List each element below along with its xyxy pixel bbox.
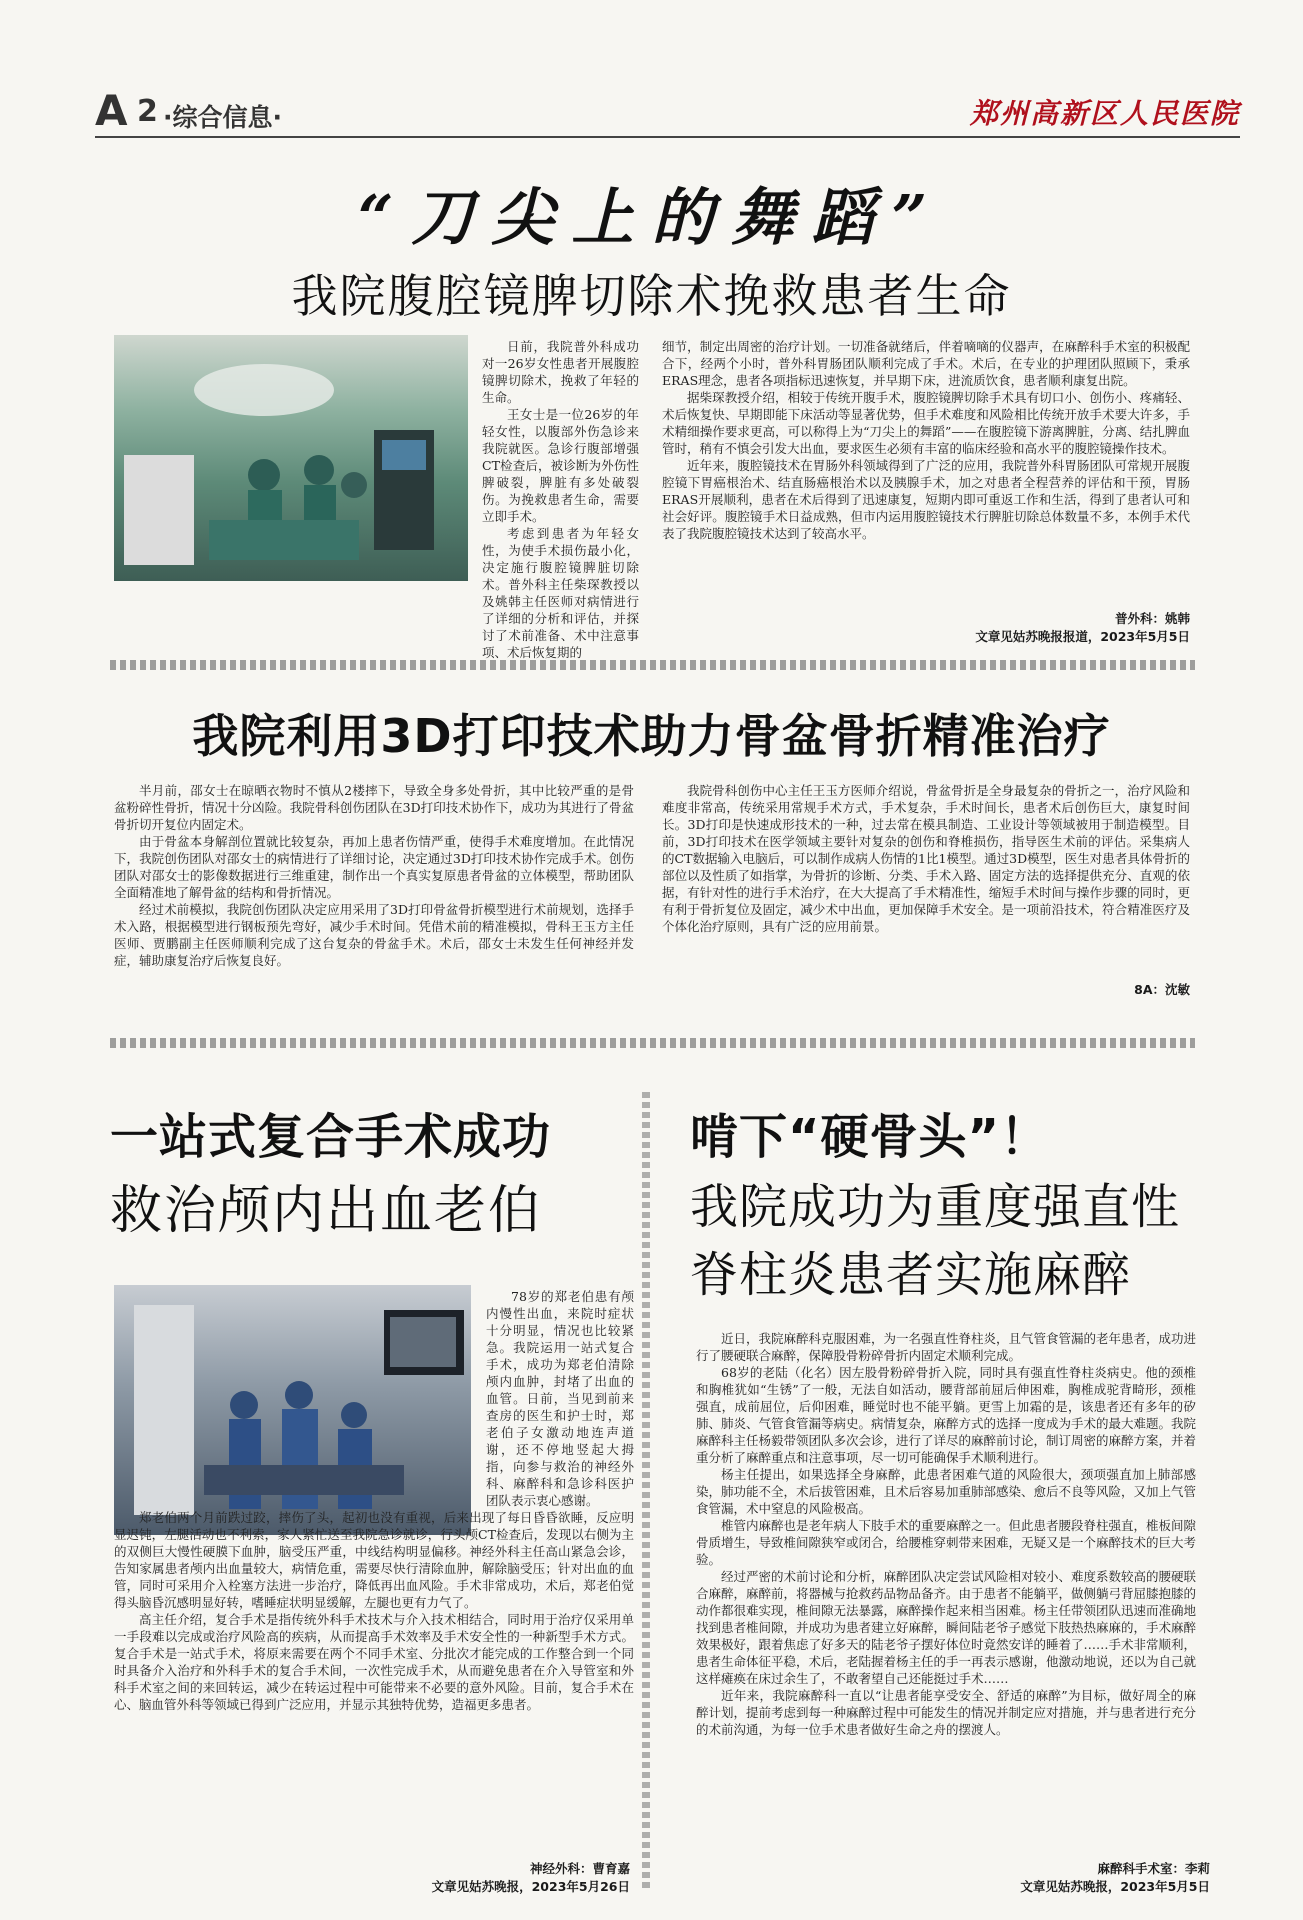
article1-para3-text: 考虑到患者为年轻女性，为使手术损伤最小化，决定施行腹腔镜脾脏切除术。普外科主任柴琛教授以及姚韩主任医师对病情进行了详细的分析和评估，并探讨了术前准备、术中注意事项、术后恢复期的: [482, 526, 639, 660]
article3-byline: [330, 1860, 630, 1896]
article4-para1: 近日，我院麻醉科克服困难，为一名强直性脊柱炎，且气管食管漏的老年患者，成功进行了腰硬联合麻醉，保障股骨粉碎骨折内固定术顺利完成。: [696, 1331, 1197, 1363]
article3-headline1: 一站式复合手术成功: [110, 1109, 552, 1165]
article1-para4: 细节，制定出周密的治疗计划。一切准备就绪后，伴着嘀嘀的仪器声，在麻醉科手术室的积极配合下，经两个小时，普外科胃肠团队顺利完成了手术。术后，在专业的护理团队照顾下，秉承ERAS理念，患者各项指标迅速恢复，并早期下床，进流质饮食，患者顺利康复出院。: [662, 339, 1190, 388]
article1-para1: 日前，我院普外科成功对一26岁女性患者开展腹腔镜脾切除术，挽救了年轻的生命。: [482, 339, 639, 405]
article4-para6: 近年来，我院麻醉科一直以“让患者能享受安全、舒适的麻醉”为目标，做好周全的麻醉计划，提前考虑到每一种麻醉过程中可能发生的情况并制定应对措施，并与患者进行充分的术前沟通，为每一位手术患者做好生命之舟的摆渡人。: [696, 1688, 1197, 1737]
article1-kicker: “刀尖上的舞蹈”: [357, 181, 946, 254]
article1-col1: [114, 338, 639, 661]
article3-para2: 郑老伯两个月前跌过跤，摔伤了头，起初也没有重视，后来出现了每日昏昏欲睡，反应明显迟钝，左腿活动也不利索，家人紧忙送至我院急诊就诊，行头颅CT检查后，发现以右侧为主的双侧巨大慢性硬膜下血肿，脑受压严重，中线结构明显偏移。神经外科主任高山紧急会诊，告知家属患者颅内出血量较大，病情危重，需要尽快行清除血肿，解除脑受压；针对出血的血管，同时可采用介入栓塞方法进一步治疗，降低再出血风险。手术非常成功，术后，郑老伯觉得头脑昏沉感明显好转，嗜睡症状明显缓解，左腿也更有力气了。: [114, 1510, 634, 1610]
article2-para4: 我院骨科创伤中心主任王玉方医师介绍说，骨盆骨折是全身最复杂的骨折之一，治疗风险和难度非常高，传统采用常规手术方式，手术复杂，手术时间长，患者术后创伤巨大，康复时间长。3D打印是快速成形技术的一种，过去常在模具制造、工业设计等领域被用于制造模型。目前，3D打印技术在医学领域主要针对复杂的创伤和脊椎损伤，指导医生术前的评估。采集病人的CT数据输入电脑后，可以制作成病人伤情的1比1模型。通过3D模型，医生对患者具体骨折的部位以及性质了如指掌，为骨折的诊断、分类、手术入路、固定方法的选择提供充分、直观的依据，有针对性的进行手术治疗，在大大提高了手术精准性，缩短手术时间与操作步骤的同时，更有利于骨折复位及固定，减少术中出血，更加保障手术安全。是一项前沿技术，符合精准医疗及个体化治疗原则，具有广泛的应用前景。: [662, 783, 1190, 934]
article3-author: 神经外科：曹育嘉: [529, 1861, 630, 1876]
article2-byline: 8A：沈敏: [1134, 982, 1190, 997]
article4-body: [696, 1330, 1196, 1738]
article4-para3: 杨主任提出，如果选择全身麻醉，此患者困难气道的风险很大，颈项强直加上肺部感染，肺功能不全，术后拔管困难，且术后容易加重肺部感染、愈后不良等风险，又加上气管食管漏，术中窒息的风险极高。: [696, 1467, 1197, 1516]
article4-headline1: 啃下“硬骨头”！: [690, 1109, 1050, 1165]
article1-para3: [114, 525, 639, 661]
section-name: ·综合信息·: [163, 103, 282, 132]
article4-headline3: 脊柱炎患者实施麻醉: [690, 1247, 1132, 1303]
article2-col1: [114, 782, 634, 969]
page-header: [95, 86, 1240, 136]
article2-para1: 半月前，邵女士在晾晒衣物时不慎从2楼摔下，导致全身多处骨折，其中比较严重的是骨盆粉碎性骨折，情况十分凶险。我院骨科创伤团队在3D打印技术协作下，成功为其进行了骨盆骨折切开复位内固定术。: [114, 783, 634, 832]
article4-author: 麻醉科手术室：李莉: [1097, 1861, 1210, 1876]
article2-headline: 我院利用3D打印技术助力骨盆骨折精准治疗: [192, 709, 1111, 763]
column-divider: [642, 1092, 650, 1892]
article3-para1: [114, 1288, 634, 1509]
article1-para5: 据柴琛教授介绍，相较于传统开腹手术，腹腔镜脾切除手术具有切口小、创伤小、疼痛轻、术后恢复快、早期即能下床活动等显著优势，但手术难度和风险相比传统开放手术要大许多，手术精细操作要求更高，可以称得上为“刀尖上的舞蹈”——在腹腔镜下游离脾脏，分离、结扎脾血管时，稍有不慎会引发大出血，要求医生必须有丰富的临床经验和高水平的腹腔镜操作技术。: [662, 390, 1190, 456]
article1-para6: 近年来，腹腔镜技术在胃肠外科领域得到了广泛的应用，我院普外科胃肠团队可常规开展腹腔镜下胃癌根治术、结直肠癌根治术以及胰腺手术，加之对患者全程营养的评估和干预，胃肠ERAS开展顺利，患者在术后得到了迅速康复，短期内即可重返工作和生活，得到了患者认可和社会好评。腹腔镜手术日益成熟，但市内运用腹腔镜技术行脾脏切除总体数量不多，本例手术代表了我院腹腔镜技术达到了较高水平。: [662, 458, 1190, 541]
page-number: 2: [137, 94, 158, 129]
page-letter: A: [95, 86, 128, 135]
article2-col2: [662, 782, 1190, 935]
article4-para5: 经过严密的术前讨论和分析，麻醉团队决定尝试风险相对较小、难度系数较高的腰硬联合麻醉，麻醉前，将器械与抢救药品物品备齐。由于患者不能躺平，做侧躺弓背屈膝抱膝的动作都很难实现，椎间隙无法暴露，麻醉操作起来相当困难。杨主任带领团队迅速而准确地找到患者椎间隙，并成功为患者建立好麻醉，瞬间陆老爷子感觉下肢热热麻麻的，手术麻醉效果极好，跟着焦虑了好多天的陆老爷子摆好体位时竟然安详的睡着了……手术非常顺利，患者生命体征平稳，术后，老陆握着杨主任的手一再表示感谢，他激动地说，还以为自己就这样瘫痪在床过余生了，不敢奢望自己还能挺过手术……: [696, 1569, 1197, 1686]
article2-para2: 由于骨盆本身解剖位置就比较复杂，再加上患者伤情严重，使得手术难度增加。在此情况下，我院创伤团队对邵女士的病情进行了详细讨论，决定通过3D打印技术协作完成手术。创伤团队对邵女士的影像数据进行三维重建，制作出一个真实复原患者骨盆的立体模型，帮助团队全面精准地了解骨盆的结构和骨折情况。: [114, 834, 634, 900]
article3-para3: 高主任介绍，复合手术是指传统外科手术技术与介入技术相结合，同时用于治疗仅采用单一手段难以完成或治疗风险高的疾病，从而提高手术效率及手术安全性的一种新型手术方式。复合手术是一站式手术，将原来需要在两个不同手术室、分批次才能完成的工作整合到一个同时具备介入治疗和外科手术的复合手术间，一次性完成手术，从而避免患者在介入导管室和外科手术室之间的来回转运，减少在转运过程中可能带来不必要的意外风险。目前，复合手术在心、脑血管外科等领域已得到广泛应用，并显示其独特优势，造福更多患者。: [114, 1612, 634, 1712]
article1-author: 普外科：姚韩: [1114, 611, 1190, 626]
hospital-name: 郑州高新区人民医院: [969, 97, 1240, 130]
header-rule: [95, 136, 1240, 138]
article4-headline2: 我院成功为重度强直性: [690, 1179, 1181, 1235]
article4-para4: 椎管内麻醉也是老年病人下肢手术的重要麻醉之一。但此患者腰段脊柱强直，椎板间隙骨质增生，导致椎间隙狭窄或闭合，给腰椎穿刺带来困难，无疑又是一个麻醉技术的巨大考验。: [696, 1518, 1197, 1567]
article2-para3: 经过术前模拟，我院创伤团队决定应用采用了3D打印骨盆骨折模型进行术前规划，选择手术入路，根据模型进行钢板预先弯好，减少手术时间。凭借术前的精准模拟，骨科王玉方主任医师、贾鹏副主任医师顺利完成了这台复杂的骨盆手术。术后，邵女士未发生任何神经并发症，辅助康复治疗后恢复良好。: [114, 902, 634, 968]
article1-headline: 我院腹腔镜脾切除术挽救患者生命: [291, 269, 1012, 323]
article4-source: 文章见姑苏晚报，2023年5月5日: [1020, 1879, 1210, 1894]
article4-byline: [920, 1860, 1210, 1896]
article3-body: [114, 1288, 634, 1713]
section-divider-2: [110, 1038, 1195, 1048]
article1-byline: [900, 610, 1190, 646]
article4-para2: 68岁的老陆（化名）因左股骨粉碎骨折入院，同时具有强直性脊柱炎病史。他的颈椎和胸椎犹如“生锈”了一般，无法自如活动，腰背部前屈后伸困难，胸椎成驼背畸形，颈椎强直，成前屈位，后仰困难，睡觉时也不能平躺。更雪上加霜的是，该患者还有多年的矽肺、肺炎、气管食管漏等病史。病情复杂，麻醉方式的选择一度成为手术的最大难题。我院麻醉科主任杨毅带领团队多次会诊，进行了详尽的麻醉前讨论，制订周密的麻醉方案，并着重分析了麻醉重点和注意事项，尽一切可能确保手术顺利进行。: [696, 1365, 1197, 1465]
article3-para1-text: 78岁的郑老伯患有颅内慢性出血，来院时症状十分明显，情况也比较紧急。我院运用一站式复合手术，成功为郑老伯清除颅内血肿，封堵了出血的血管。日前，当见到前来查房的医生和护士时，郑老伯子女激动地连声道谢，还不停地竖起大拇指，向参与救治的神经外科、麻醉科和急诊科医护团队表示衷心感谢。: [486, 1289, 634, 1508]
section-divider-1: [110, 660, 1195, 670]
article3-headline2: 救治颅内出血老伯: [110, 1181, 543, 1241]
article1-para2: 王女士是一位26岁的年轻女性，以腹部外伤急诊来我院就医。急诊行腹部增强CT检查后，被诊断为外伤性脾破裂，脾脏有多处破裂伤。为挽救患者生命，需要立即手术。: [482, 407, 639, 524]
article1-col2: [662, 338, 1190, 542]
article1-source: 文章见姑苏晚报报道，2023年5月5日: [975, 629, 1190, 644]
article3-source: 文章见姑苏晚报，2023年5月26日: [431, 1879, 630, 1894]
